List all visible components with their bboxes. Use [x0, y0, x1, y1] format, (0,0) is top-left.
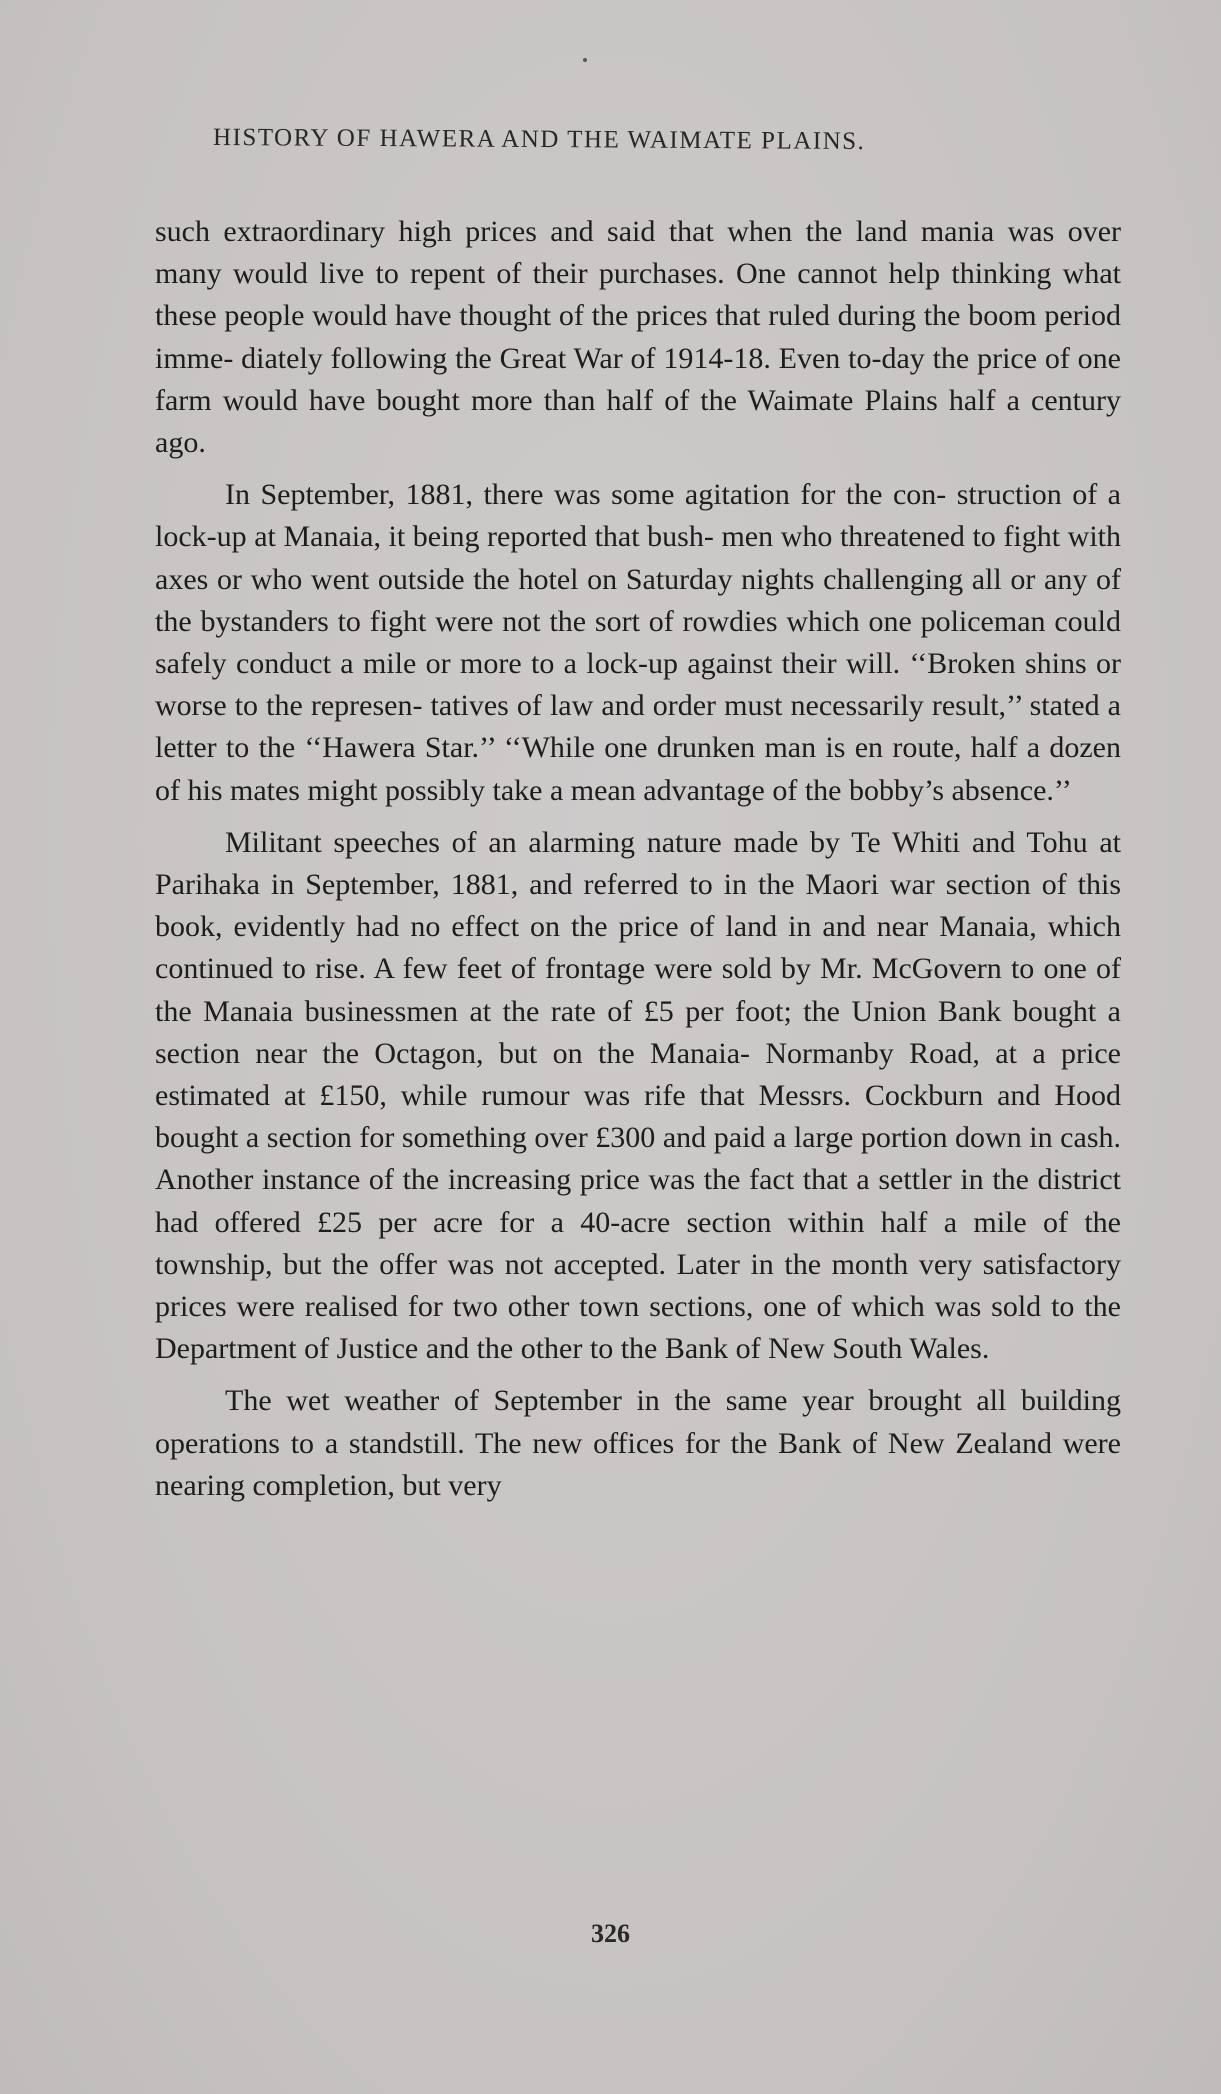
- paragraph-2: In September, 1881, there was some agitation for the con- struction of a lock-up at Manaia, it being reported that bush- men who threatened to fight with axes or who went outside the hotel on Saturday nights challenging all or any of the bystanders to fight were not the sort of rowdies which one policeman could safely conduct a mile or more to a lock-up against their will. ‘‘Broken shins or worse to the represen- tatives of law and order must necessarily result,’’ stated a letter to the ‘‘Hawera Star.’’ ‘‘While one drunken man is en route, half a dozen of his mates might possibly take a mean advantage of the bobby’s absence.’’: [155, 478, 1121, 807]
- body-text: [155, 211, 1121, 1517]
- paragraph-3: Militant speeches of an alarming nature made by Te Whiti and Tohu at Parihaka in September, 1881, and referred to in the Maori war section of this book, evidently had no effect on the price of land in and near Manaia, which continued to rise. A few feet of frontage were sold by Mr. McGovern to one of the Manaia businessmen at the rate of £5 per foot; the Union Bank bought a section near the Octagon, but on the Manaia- Normanby Road, at a price estimated at £150, while rumour was rife that Messrs. Cockburn and Hood bought a section for something over £300 and paid a large portion down in cash. Another instance of the increasing price was the fact that a settler in the district had offered £25 per acre for a 40-acre section within half a mile of the township, but the offer was not accepted. Later in the month very satisfactory prices were realised for two other town sections, one of which was sold to the Department of Justice and the other to the Bank of New South Wales.: [155, 825, 1121, 1366]
- speck-mark: [583, 58, 587, 62]
- paragraph-1: such extraordinary high prices and said that when the land mania was over many would live to repent of their purchases. One cannot help thinking what these people would have thought of the prices that ruled during the boom period imme- diately following the Great War of 1914-18. Even to-day the price of one farm would have bought more than half of the Waimate Plains half a century ago.: [155, 215, 1121, 460]
- paragraph-4: The wet weather of September in the same year brought all building operations to a standstill. The new offices for the Bank of New Zealand were nearing completion, but very: [155, 1384, 1121, 1502]
- running-head: HISTORY OF HAWERA AND THE WAIMATE PLAINS.: [212, 124, 866, 155]
- page-number: 326: [591, 1919, 630, 1948]
